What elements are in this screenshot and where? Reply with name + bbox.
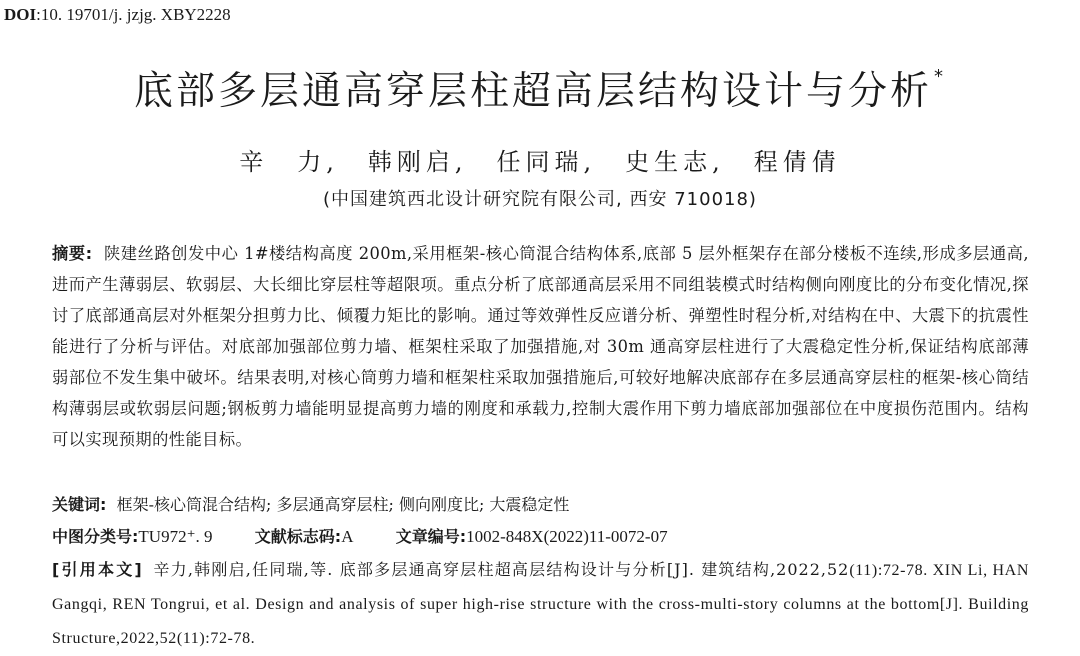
- clc-label: 中图分类号:: [52, 527, 139, 546]
- title-footnote-mark: *: [934, 66, 946, 87]
- affiliation: (中国建筑西北设计研究院有限公司, 西安 710018): [323, 189, 757, 210]
- citation-zh: 辛力,韩刚启,任同瑞,等. 底部多层通高穿层柱超高层结构设计与分析[J]. 建筑结构,2022,52: [153, 560, 850, 579]
- doi-line: [4, 5, 231, 25]
- citation-en: (11):72-78. XIN Li, HAN Gangqi, REN Tongrui, et al. Design and analysis of super high-rise structure with the cross-multi-story columns at the bottom[J]. Building Structure,2022,52(11):72-78.: [52, 562, 1029, 647]
- doc-label: 文献标志码:: [254, 527, 342, 546]
- art-value: 1002-848X(2022)11-0072-07: [466, 527, 668, 546]
- clc-number: [52, 524, 213, 547]
- article-number: [396, 524, 668, 547]
- art-label: 文章编号:: [395, 527, 467, 546]
- abstract-label: 摘要:: [52, 244, 93, 263]
- abstract: [52, 238, 1029, 455]
- author-list: 辛 力, 韩刚启, 任同瑞, 史生志, 程倩倩: [239, 148, 841, 176]
- abstract-text: 陕建丝路创发中心 1#楼结构高度 200m,采用框架-核心筒混合结构体系,底部 5 层外框架存在部分楼板不连续,形成多层通高,进而产生薄弱层、软弱层、大长细比穿层柱等超限项。重点分析了底部通高层采用不同组装模式时结构侧向刚度比的分布变化情况,探讨了底部通高层对外框架分担剪力比、倾覆力矩比的影响。通过等效弹性反应谱分析、弹塑性时程分析,对结构在中、大震下的抗震性能进行了分析与评估。对底部加强部位剪力墙、框架柱采取了加强措施,对 30m 通高穿层柱进行了大震稳定性分析,保证结构底部薄弱部位不发生集中破坏。结果表明,对核心筒剪力墙和框架柱采取加强措施后,可较好地解决底部存在多层通高穿层柱的框架-核心筒结构薄弱层或软弱层问题;钢板剪力墙能明显提高剪力墙的刚度和承载力,控制大震作用下剪力墙底部加强部位在中度损伤范围内。结构可以实现预期的性能目标。: [52, 244, 1030, 449]
- paper-title-text: 底部多层通高穿层柱超高层结构设计与分析: [133, 69, 932, 114]
- paper-title: [0, 60, 1080, 116]
- citation: [52, 553, 1029, 656]
- citation-label: [引用本文]: [52, 560, 144, 579]
- classification-line: [52, 524, 706, 547]
- keywords-text: 框架-核心筒混合结构; 多层通高穿层柱; 侧向刚度比; 大震稳定性: [116, 495, 570, 514]
- clc-value: TU972⁺. 9: [138, 527, 213, 546]
- keywords-label: 关键词:: [52, 495, 107, 514]
- doc-value: A: [341, 527, 354, 546]
- doi-value: :10. 19701/j. jzjg. XBY2228: [36, 5, 231, 24]
- document-code: [255, 524, 354, 547]
- keywords: [52, 492, 569, 515]
- doi-label: DOI: [4, 5, 37, 24]
